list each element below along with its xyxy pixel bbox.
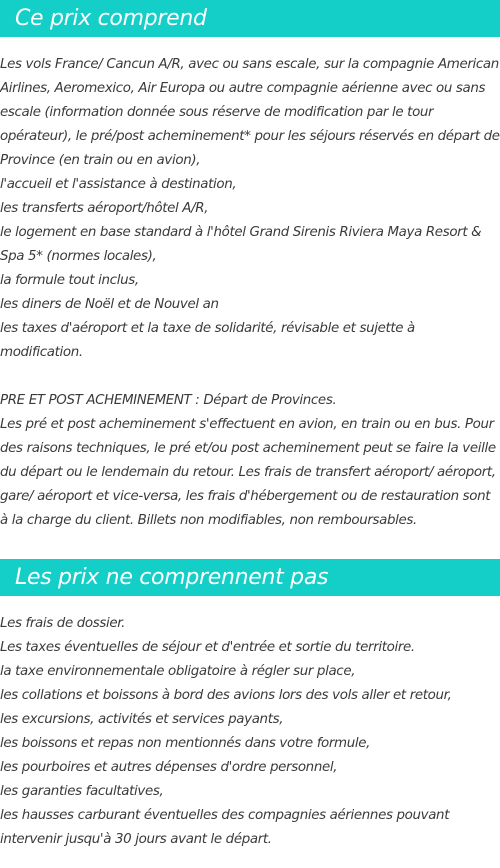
list-item: les collations et boissons à bord des avions lors des vols aller et retour, xyxy=(0,688,452,703)
list-item: l'accueil et l'assistance à destination, xyxy=(0,177,237,192)
spacer xyxy=(0,365,500,389)
list-item: les transferts aéroport/hôtel A/R, xyxy=(0,201,209,216)
excluded-content xyxy=(0,612,500,852)
list-item: les excursions, activités et services payants, xyxy=(0,712,284,727)
list-item: Les taxes éventuelles de séjour et d'entrée et sortie du territoire. xyxy=(0,640,415,655)
list-item: le logement en base standard à l'hôtel Grand Sirenis Riviera Maya Resort & Spa 5* (normes locales), xyxy=(0,225,482,264)
transfer-text: Les pré et post acheminement s'effectuent en avion, en train ou en bus. Pour des raisons techniques, le pré et/ou post acheminement peut se faire la veille du départ ou le lendemain du retour. Les frais de transfert aéroport/ aéroport, gare/ aéroport et vice-versa, les frais d'hébergement ou de restauration sont à la charge du client. Billets non modifiables, non remboursables. xyxy=(0,417,496,528)
included-content xyxy=(0,53,500,533)
list-item: les diners de Noël et de Nouvel an xyxy=(0,297,219,312)
list-item: Les frais de dossier. xyxy=(0,616,126,631)
section-title-included: Ce prix comprend xyxy=(15,6,207,31)
list-item: les boissons et repas non mentionnés dans votre formule, xyxy=(0,736,371,751)
list-item: la formule tout inclus, xyxy=(0,273,139,288)
list-item: Les vols France/ Cancun A/R, avec ou sans escale, sur la compagnie American Airlines, Aeromexico, Air Europa ou autre compagnie aérienne avec ou sans escale (information donnée sous réserve de modification par le tour opérateur), le pré/post acheminement* pour les séjours réservés en départ de Province (en train ou en avion), xyxy=(0,57,500,168)
transfer-heading: PRE ET POST ACHEMINEMENT : Départ de Provinces. xyxy=(0,393,337,408)
list-item: les hausses carburant éventuelles des compagnies aériennes pouvant intervenir jusqu'à 30 jours avant le départ. xyxy=(0,808,450,847)
section-title-excluded: Les prix ne comprennent pas xyxy=(15,565,329,590)
section-header-excluded xyxy=(0,559,500,596)
list-item: les taxes d'aéroport et la taxe de solidarité, révisable et sujette à modification. xyxy=(0,321,415,360)
list-item: les garanties facultatives, xyxy=(0,784,164,799)
list-item: la taxe environnementale obligatoire à régler sur place, xyxy=(0,664,356,679)
section-header-included xyxy=(0,0,500,37)
list-item: les pourboires et autres dépenses d'ordre personnel, xyxy=(0,760,338,775)
